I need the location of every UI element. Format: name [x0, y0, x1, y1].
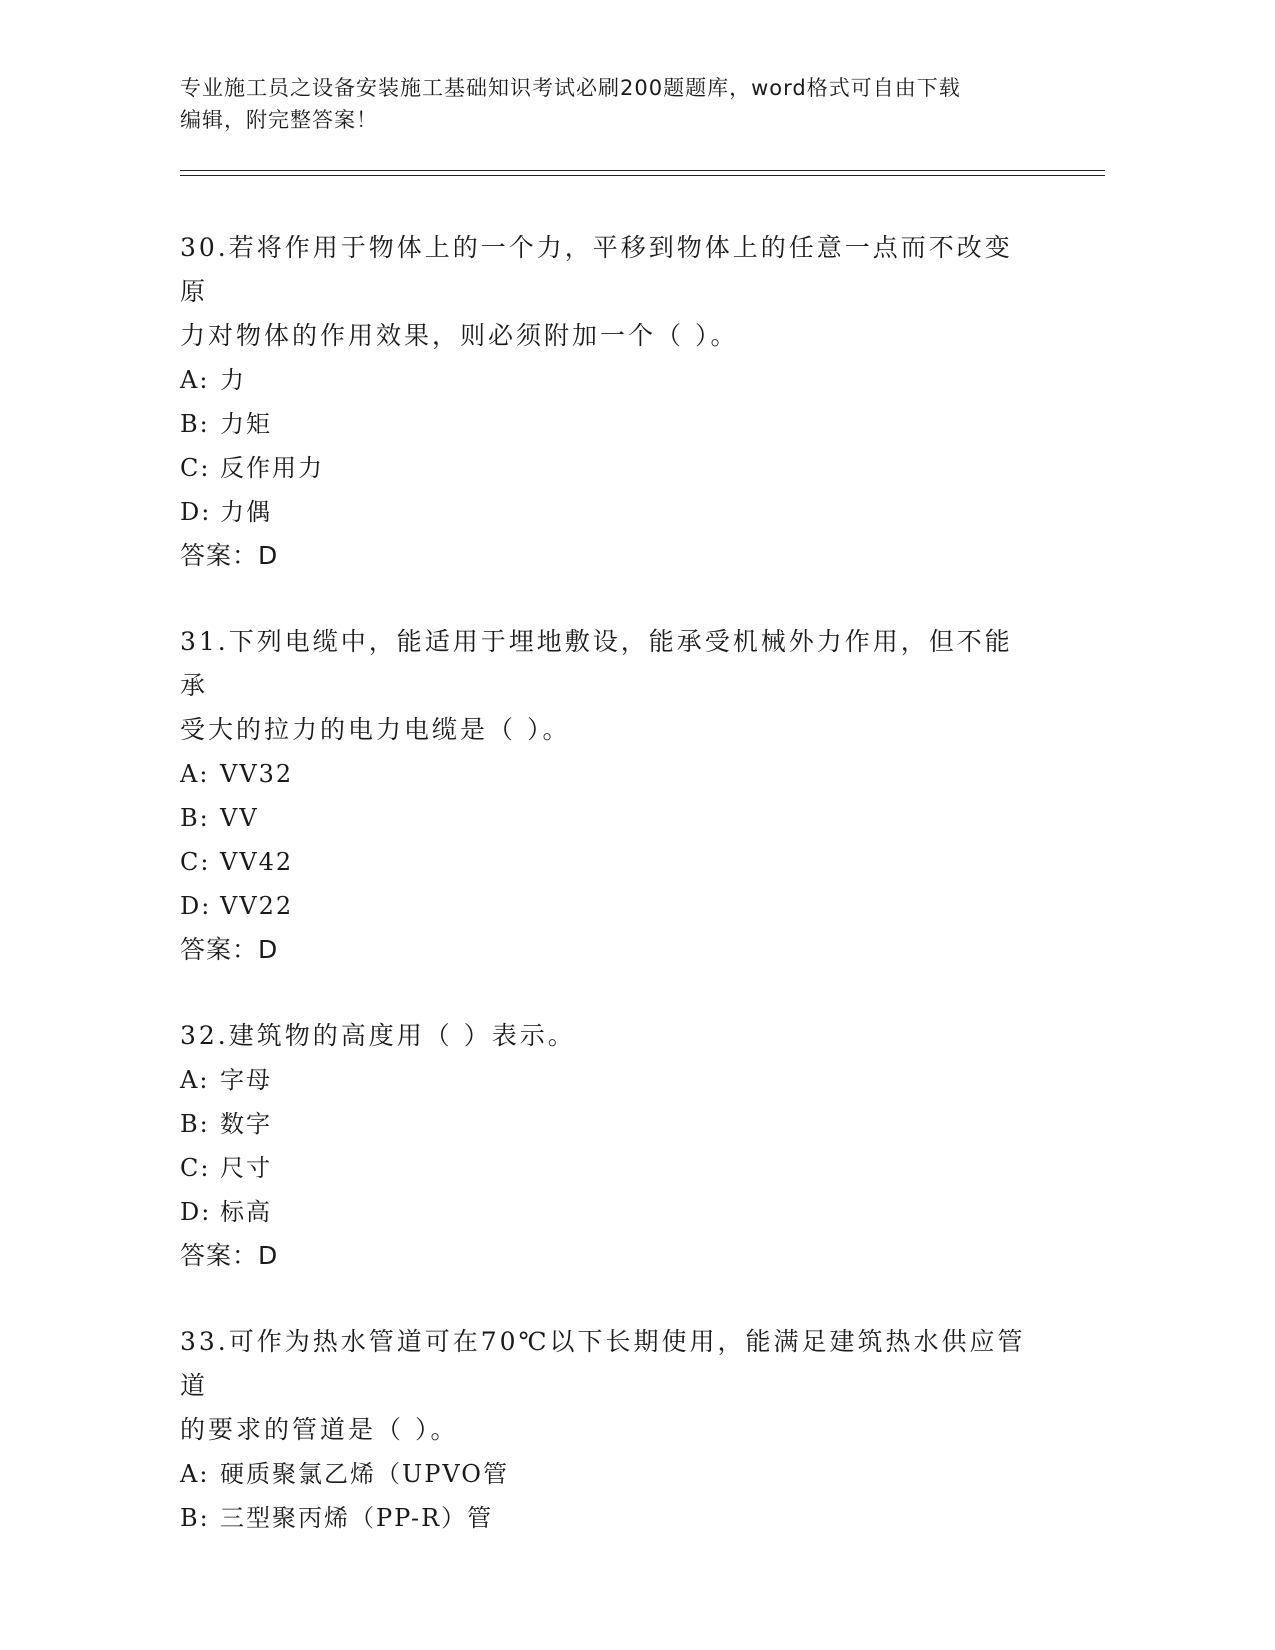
- option-letter: A:: [180, 1460, 210, 1488]
- option-d: [180, 884, 1040, 928]
- question-text: 30.若将作用于物体上的一个力，平移到物体上的任意一点而不改变原: [180, 233, 1013, 306]
- option-text: 力偶: [220, 498, 272, 526]
- document-header: [180, 72, 1060, 136]
- option-a: [180, 358, 1040, 402]
- option-text: 字母: [220, 1066, 272, 1094]
- option-text: VV22: [220, 892, 294, 920]
- question-32: [180, 1014, 1040, 1278]
- option-letter: D:: [180, 498, 212, 526]
- option-letter: B:: [180, 410, 210, 438]
- option-d: [180, 1190, 1040, 1234]
- answer-line: 答案：D: [180, 935, 279, 964]
- option-text: VV42: [220, 848, 294, 876]
- option-c: [180, 446, 1040, 490]
- option-b: [180, 402, 1040, 446]
- option-text: 反作用力: [220, 454, 324, 482]
- option-letter: B:: [180, 1504, 210, 1532]
- option-letter: C:: [180, 1154, 211, 1182]
- option-letter: A:: [180, 1066, 210, 1094]
- option-letter: D:: [180, 1198, 212, 1226]
- question-30: [180, 226, 1040, 578]
- option-text: 数字: [220, 1110, 272, 1138]
- question-text: 的要求的管道是（ ）。: [180, 1415, 459, 1444]
- option-text: VV32: [220, 760, 294, 788]
- option-text: VV: [220, 804, 259, 832]
- option-b: [180, 1102, 1040, 1146]
- option-letter: A:: [180, 366, 210, 394]
- question-text: 受大的拉力的电力电缆是（ ）。: [180, 715, 571, 744]
- question-text: 33.可作为热水管道可在70℃以下长期使用，能满足建筑热水供应管道: [180, 1327, 1026, 1400]
- option-text: 硬质聚氯乙烯（UPVO管: [220, 1460, 509, 1488]
- option-letter: A:: [180, 760, 210, 788]
- option-c: [180, 1146, 1040, 1190]
- option-text: 尺寸: [220, 1154, 272, 1182]
- option-b: [180, 796, 1040, 840]
- option-text: 三型聚丙烯（PP-R）管: [220, 1504, 494, 1532]
- question-33: [180, 1320, 1040, 1540]
- option-a: [180, 1452, 1040, 1496]
- question-text: 32.建筑物的高度用（ ）表示。: [180, 1021, 576, 1050]
- question-31: [180, 620, 1040, 972]
- header-line-2: 编辑，附完整答案！: [180, 108, 378, 132]
- option-a: [180, 752, 1040, 796]
- option-a: [180, 1058, 1040, 1102]
- header-divider-top: [180, 170, 1105, 171]
- option-letter: C:: [180, 848, 211, 876]
- question-text: 力对物体的作用效果，则必须附加一个（ ）。: [180, 321, 739, 350]
- option-text: 力矩: [220, 410, 272, 438]
- header-divider-bottom: [180, 175, 1105, 176]
- option-d: [180, 490, 1040, 534]
- option-letter: D:: [180, 892, 212, 920]
- answer-line: 答案：D: [180, 1241, 279, 1270]
- option-text: 标高: [220, 1198, 272, 1226]
- option-letter: B:: [180, 804, 210, 832]
- header-line-1: 专业施工员之设备安装施工基础知识考试必刷200题题库，word格式可自由下载: [180, 76, 961, 100]
- option-c: [180, 840, 1040, 884]
- question-list: [180, 226, 1040, 1582]
- question-text: 31.下列电缆中，能适用于埋地敷设，能承受机械外力作用，但不能承: [180, 627, 1013, 700]
- option-b: [180, 1496, 1040, 1540]
- option-text: 力: [220, 366, 246, 394]
- option-letter: C:: [180, 454, 211, 482]
- option-letter: B:: [180, 1110, 210, 1138]
- answer-line: 答案：D: [180, 541, 279, 570]
